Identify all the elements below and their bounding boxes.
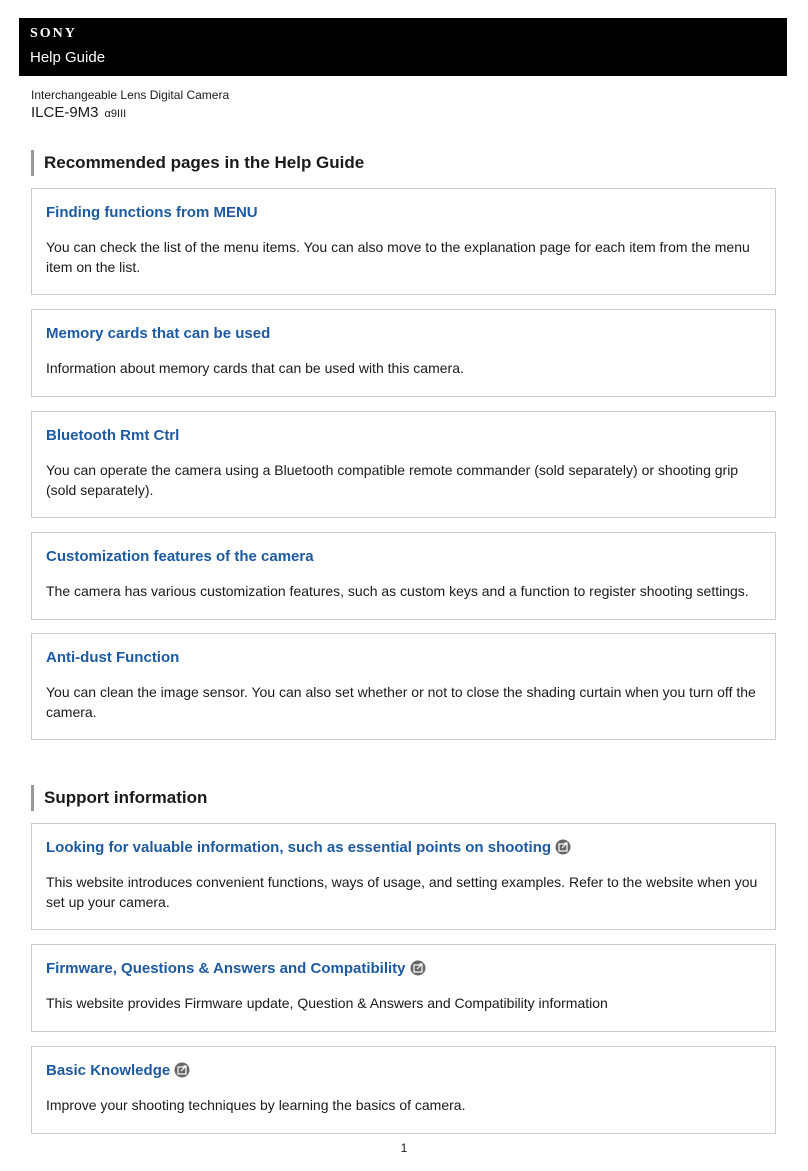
card-finding-functions [31,188,776,295]
product-description: Interchangeable Lens Digital Camera [31,88,230,102]
model-number: ILCE-9M3 [31,104,99,121]
page-number: 1 [400,1141,408,1155]
card-title-link[interactable]: Anti-dust Function [46,649,180,666]
help-guide-title: Help Guide [30,49,106,66]
support-heading: Support information [31,785,207,811]
card-title-link[interactable]: Memory cards that can be used [46,325,271,342]
card-title-text: Firmware, Questions & Answers and Compatibility [46,960,406,977]
sony-logo: SONY [30,26,77,41]
model-name [31,104,126,121]
external-link-icon [555,839,571,855]
card-bluetooth [31,411,776,518]
card-customization [31,532,776,620]
card-description: You can clean the image sensor. You can also set whether or not to close the shading curtain when you turn off the camera. [46,684,756,720]
card-basic-knowledge [31,1046,776,1134]
header-bar [19,18,787,76]
card-description: You can operate the camera using a Bluetooth compatible remote commander (sold separately) or shooting grip (sold separately). [46,462,739,498]
card-valuable-info [31,823,776,930]
model-alt-name: α9III [104,108,127,120]
card-description: This website provides Firmware update, Question & Answers and Compatibility information [46,995,608,1011]
card-title-link[interactable] [46,1061,761,1081]
card-memory-cards [31,309,776,397]
card-title-text: Basic Knowledge [46,1062,171,1079]
card-description: Information about memory cards that can be used with this camera. [46,360,464,376]
card-title-link[interactable]: Customization features of the camera [46,548,314,565]
external-link-icon [174,1062,190,1078]
card-description: You can check the list of the menu items. You can also move to the explanation page for each item from the menu item on the list. [46,239,750,275]
card-title-text: Looking for valuable information, such as essential points on shooting [46,839,552,856]
card-anti-dust [31,633,776,740]
card-title-link[interactable]: Bluetooth Rmt Ctrl [46,427,180,444]
card-description: This website introduces convenient functions, ways of usage, and setting examples. Refer to the website when you set up your camera. [46,874,758,910]
recommended-heading: Recommended pages in the Help Guide [31,150,364,176]
card-title-link[interactable] [46,959,761,979]
card-description: The camera has various customization features, such as custom keys and a function to register shooting settings. [46,583,749,599]
external-link-icon [410,960,426,976]
card-title-link[interactable]: Finding functions from MENU [46,204,258,221]
card-firmware [31,944,776,1032]
card-description: Improve your shooting techniques by learning the basics of camera. [46,1097,466,1113]
card-title-link[interactable] [46,838,761,858]
